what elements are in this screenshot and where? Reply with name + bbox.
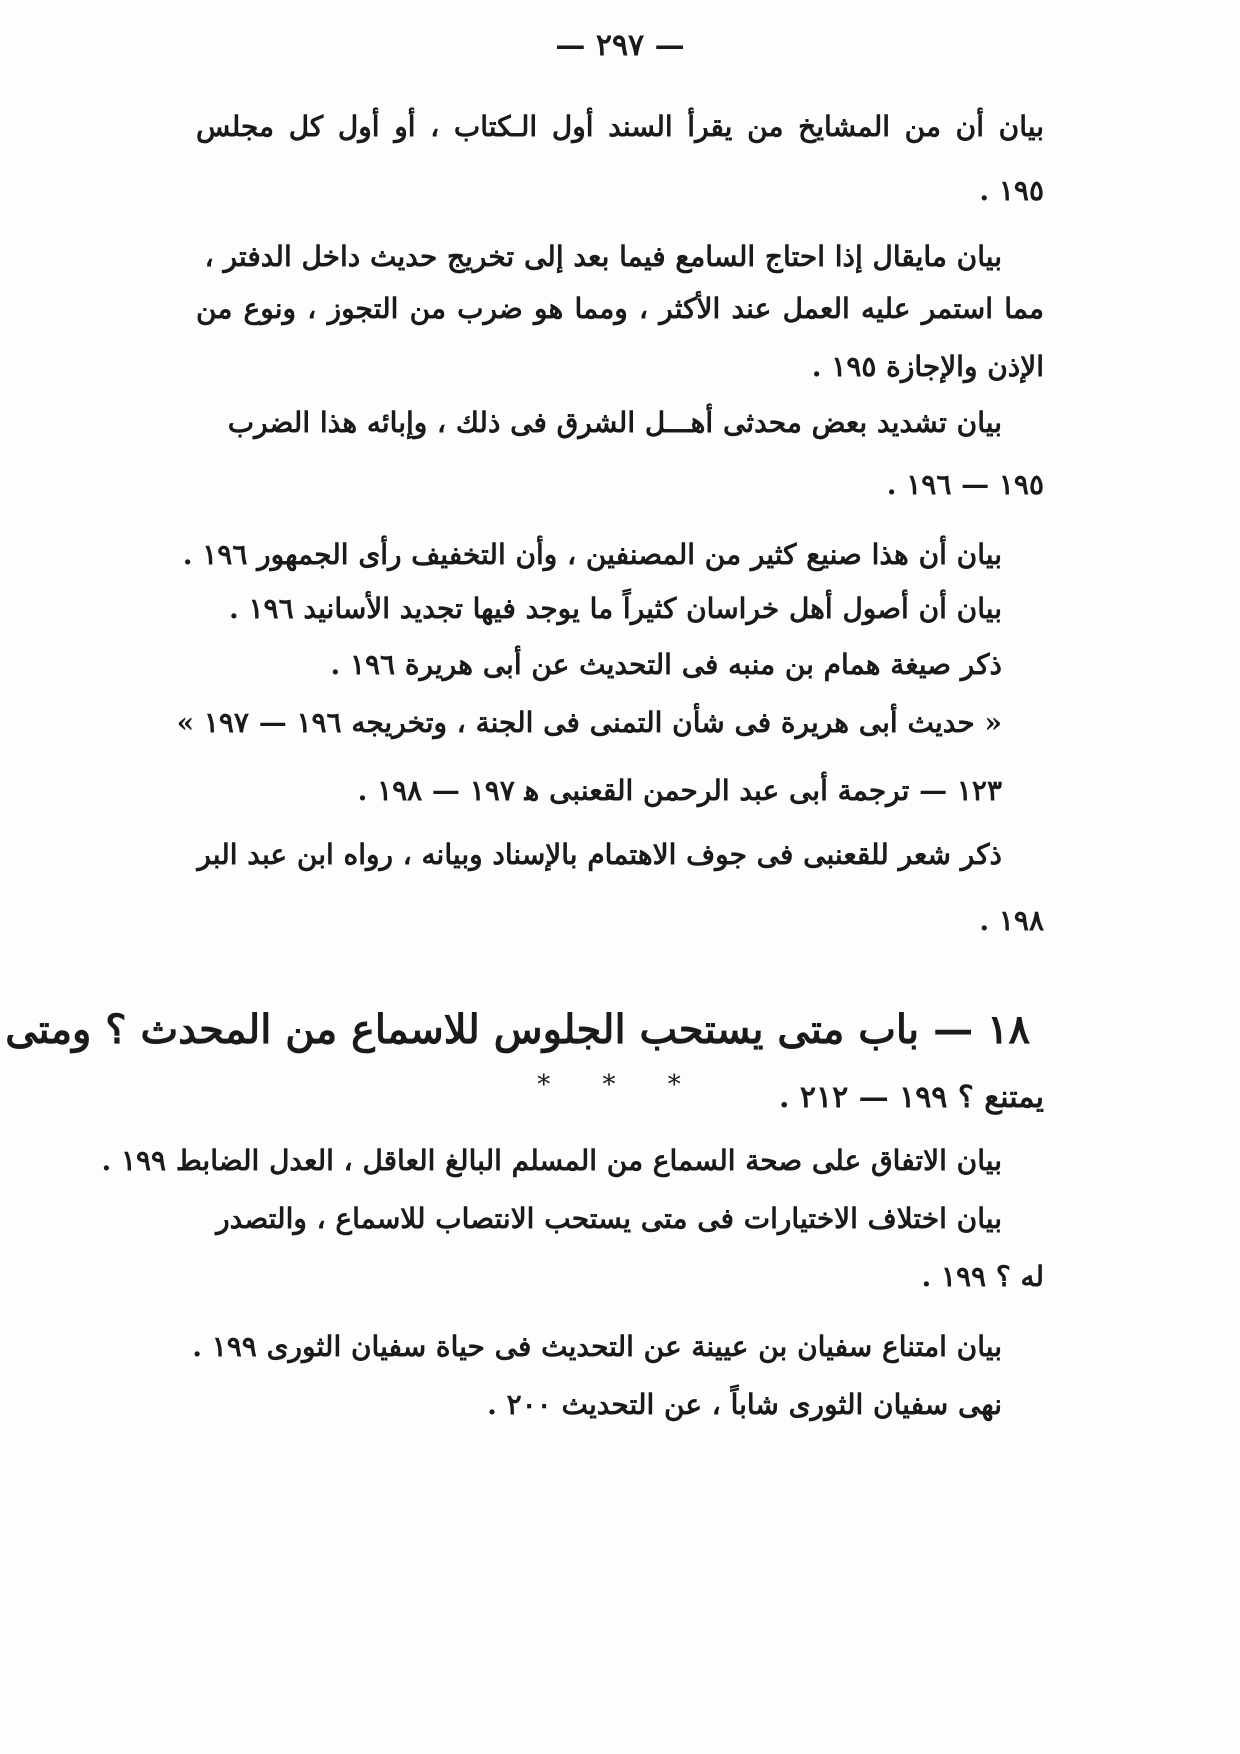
text-line: « حديث أبى هريرة فى شأن التمنى فى الجنة ، وتخريجه ١٩٦ — ١٩٧ » xyxy=(176,706,1002,739)
text-line: ١٩٥ — ١٩٦ . xyxy=(886,468,1044,501)
text-line: بيان الاتفاق على صحة السماع من المسلم البالغ العاقل ، العدل الضابط ١٩٩ . xyxy=(101,1144,1002,1177)
section-separator: * * * xyxy=(537,1070,703,1100)
chapter-heading: ١٨ — باب متى يستحب الجلوس للاسماع من المحدث ؟ ومتى xyxy=(5,1006,1030,1053)
text-line: ذكر شعر للقعنبى فى جوف الاهتمام بالإسناد وبيانه ، رواه ابن عبد البر xyxy=(197,838,1002,871)
text-line: نهى سفيان الثورى شاباً ، عن التحديث ٢٠٠ . xyxy=(487,1388,1002,1421)
text-line: بيان أن هذا صنيع كثير من المصنفين ، وأن التخفيف رأى الجمهور ١٩٦ . xyxy=(182,538,1002,571)
text-line: بيان أن أصول أهل خراسان كثيراً ما يوجد فيها تجديد الأسانيد ١٩٦ . xyxy=(229,592,1002,625)
chapter-subheading: يمتنع ؟ ١٩٩ — ٢١٢ . xyxy=(778,1080,1044,1115)
text-line: ١٢٣ — ترجمة أبى عبد الرحمن القعنبى ﻫ ١٩٧ — ١٩٨ . xyxy=(357,774,1002,807)
text-line: ١٩٨ . xyxy=(979,904,1044,937)
text-line: بيان مايقال إذا احتاج السامع فيما بعد إلى تخريج حديث داخل الدفتر ، xyxy=(204,240,1002,273)
text-line: له ؟ ١٩٩ . xyxy=(921,1260,1044,1293)
text-line: ١٩٥ . xyxy=(979,174,1044,207)
text-line: بيان اختلاف الاختيارات فى متى يستحب الانتصاب للاسماع ، والتصدر xyxy=(216,1202,1002,1235)
text-line: بيان امتناع سفيان بن عيينة عن التحديث فى حياة سفيان الثورى ١٩٩ . xyxy=(192,1330,1002,1363)
text-line: بيان تشديد بعض محدثى أهـــل الشرق فى ذلك ، وإبائه هذا الضرب xyxy=(227,406,1002,439)
text-line: مما استمر عليه العمل عند الأكثر ، ومما هو ضرب من التجوز ، ونوع من xyxy=(196,292,1044,325)
text-line: بيان أن من المشايخ من يقرأ السند أول الـكتاب ، أو أول كل مجلس xyxy=(196,110,1044,143)
page-number: — ٢٩٧ — xyxy=(555,28,685,63)
text-line: ذكر صيغة همام بن منبه فى التحديث عن أبى هريرة ١٩٦ . xyxy=(330,648,1002,681)
text-line: الإذن والإجازة ١٩٥ . xyxy=(811,350,1044,383)
